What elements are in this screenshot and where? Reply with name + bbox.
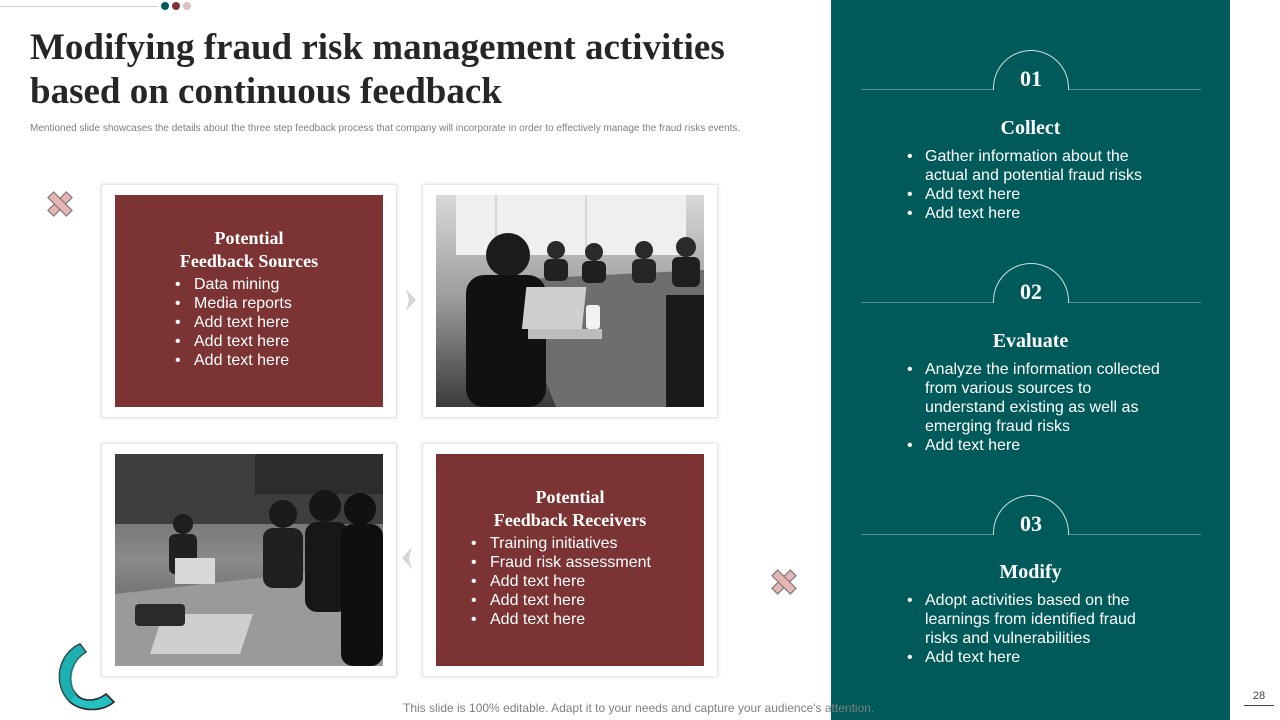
meeting-photo-icon bbox=[436, 195, 704, 407]
feedback-receivers-title-line1: Potential bbox=[535, 487, 605, 507]
company-logo-icon bbox=[50, 640, 120, 714]
list-item: • Data mining bbox=[175, 275, 383, 294]
step-title: Modify bbox=[999, 561, 1062, 583]
feedback-process-panel bbox=[831, 0, 1230, 720]
list-item: • Add text here bbox=[907, 436, 1167, 455]
meeting-photo-card-top bbox=[422, 184, 718, 418]
list-item: • Add text here bbox=[907, 204, 1167, 223]
feedback-receivers-card bbox=[422, 443, 718, 677]
list-item: • Fraud risk assessment bbox=[471, 553, 704, 572]
chevron-left-icon bbox=[400, 546, 414, 570]
feedback-sources-panel bbox=[115, 195, 383, 407]
feedback-receivers-panel bbox=[436, 454, 704, 666]
feedback-sources-title bbox=[115, 227, 383, 273]
step-title: Evaluate bbox=[992, 330, 1069, 352]
cross-icon bbox=[44, 188, 76, 220]
top-divider-line bbox=[0, 6, 158, 7]
page-subtitle: Mentioned slide showcases the details about the three step feedback process that company will incorporate in order to effectively manage the fraud risks events. bbox=[30, 123, 741, 134]
page-title: Modifying fraud risk management activities based on continuous feedback bbox=[30, 27, 725, 112]
list-item: • Gather information about the actual and potential fraud risks bbox=[907, 147, 1167, 185]
list-item: • Analyze the information collected from various sources to understand existing as well as emerging fraud risks bbox=[907, 360, 1167, 436]
cross-icon bbox=[768, 566, 800, 598]
list-item: • Add text here bbox=[471, 572, 704, 591]
step-number: 03 bbox=[1020, 511, 1042, 536]
decorative-dots bbox=[161, 2, 191, 10]
feedback-receivers-title bbox=[436, 486, 704, 532]
list-item: • Add text here bbox=[175, 313, 383, 332]
dot-icon bbox=[161, 2, 169, 10]
list-item: • Add text here bbox=[907, 185, 1167, 204]
list-item: • Media reports bbox=[175, 294, 383, 313]
list-item: • Training initiatives bbox=[471, 534, 704, 553]
page-number: 28 bbox=[1244, 690, 1274, 706]
list-item: • Adopt activities based on the learnings from identified fraud risks and vulnerabilities bbox=[907, 591, 1167, 648]
feedback-receivers-list bbox=[436, 534, 704, 629]
feedback-sources-card bbox=[101, 184, 397, 418]
list-item: • Add text here bbox=[907, 648, 1167, 667]
chevron-right-icon bbox=[404, 288, 418, 312]
step-number: 02 bbox=[1020, 279, 1042, 304]
dot-icon bbox=[183, 2, 191, 10]
list-item: • Add text here bbox=[175, 332, 383, 351]
list-item: • Add text here bbox=[175, 351, 383, 370]
list-item: • Add text here bbox=[471, 610, 704, 629]
step-title: Collect bbox=[1000, 117, 1061, 139]
step-list bbox=[907, 360, 1167, 455]
step-list bbox=[907, 591, 1167, 667]
feedback-sources-title-line1: Potential bbox=[214, 228, 284, 248]
feedback-receivers-title-line2: Feedback Receivers bbox=[493, 510, 647, 530]
meeting-photo-card-bottom bbox=[101, 443, 397, 677]
feedback-sources-list bbox=[115, 275, 383, 370]
footer-note: This slide is 100% editable. Adapt it to your needs and capture your audience's attention. bbox=[403, 701, 875, 715]
dot-icon bbox=[172, 2, 180, 10]
feedback-sources-title-line2: Feedback Sources bbox=[179, 251, 319, 271]
step-list bbox=[907, 147, 1167, 223]
list-item: • Add text here bbox=[471, 591, 704, 610]
step-number: 01 bbox=[1020, 66, 1042, 91]
meeting-photo-icon bbox=[115, 454, 383, 666]
